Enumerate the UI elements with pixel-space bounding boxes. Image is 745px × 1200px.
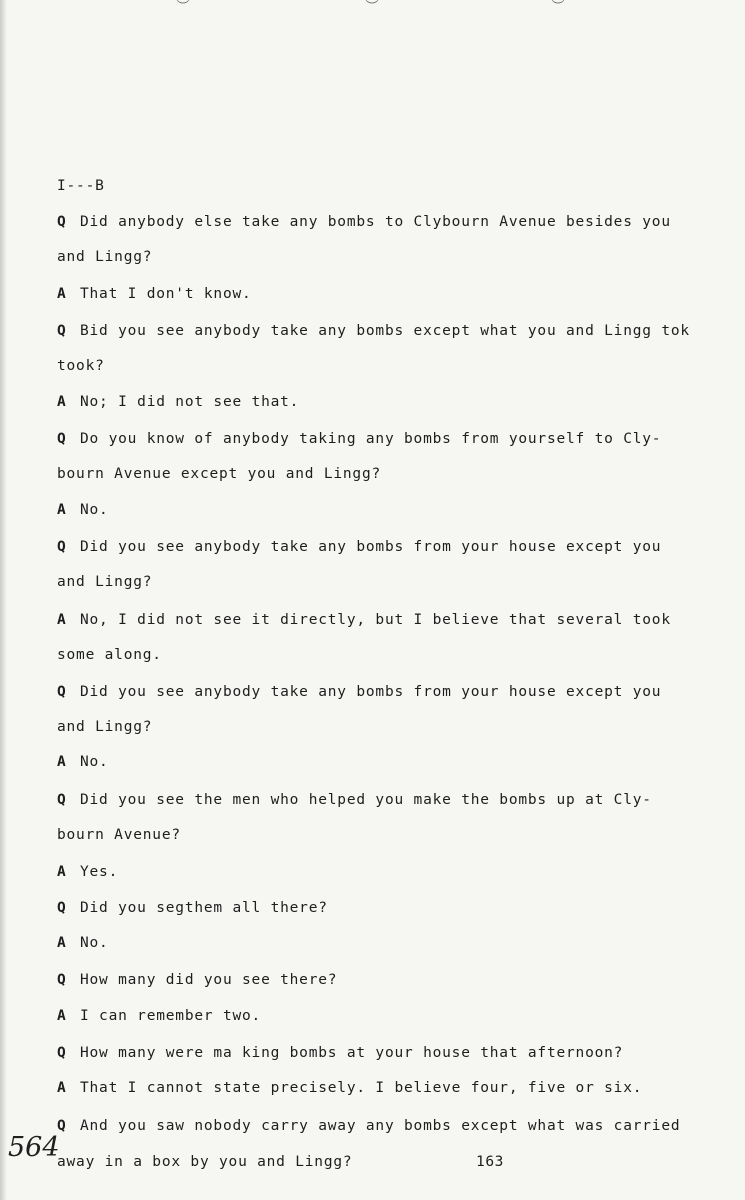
transcript-line [57,357,105,375]
transcript-line [57,1007,261,1025]
transcript-line [57,213,671,231]
answer-marker: A [57,754,67,770]
transcript-line [57,1079,642,1097]
question-marker: Q [57,1045,67,1061]
transcript-line [57,718,152,736]
answer-marker: A [57,935,67,951]
answer-text: No. [80,754,109,770]
continued-text: and Lingg? [57,249,153,265]
question-marker: Q [57,972,67,988]
transcript-line [57,430,661,448]
question-text: How many did you see there? [80,972,338,988]
question-marker: Q [57,792,67,808]
question-text: Do you know of anybody taking any bombs from yourself to Cly- [80,431,662,447]
answer-marker: A [57,394,67,410]
continued-text: bourn Avenue except you and Lingg? [57,466,382,482]
transcript-line [57,322,690,340]
question-marker: Q [57,431,67,447]
transcript-line [57,934,109,952]
transcript-line [57,1153,352,1171]
transcript-line [57,863,118,881]
page-edge-shadow [0,0,7,1200]
question-text: And you saw nobody carry away any bombs except what was carried [80,1118,681,1134]
top-scan-mark: ︶ [551,0,565,15]
transcript-line [57,393,299,411]
answer-marker: A [57,1080,67,1096]
section-heading: I---B [57,178,105,194]
page-number: 163 [476,1154,504,1170]
answer-marker: A [57,864,67,880]
answer-text: I can remember two. [80,1008,262,1024]
answer-marker: A [57,1008,67,1024]
transcript-line [57,1044,623,1062]
continued-text: and Lingg? [57,719,153,735]
answer-text: No; I did not see that. [80,394,300,410]
transcript-line [57,248,152,266]
transcript-line [57,1117,680,1135]
answer-text: That I don't know. [80,286,252,302]
question-text: Did you segthem all there? [80,900,328,916]
transcript-line [57,611,671,629]
question-marker: Q [57,900,67,916]
question-text: Did you see anybody take any bombs from your house except you [80,684,662,700]
transcript-line [57,501,109,519]
top-scan-mark: ︶ [176,0,190,15]
transcript-line [57,753,109,771]
top-scan-mark: ︶ [365,0,379,15]
question-text: Did anybody else take any bombs to Clybourn Avenue besides you [80,214,671,230]
continued-text: some along. [57,647,162,663]
question-marker: Q [57,1118,67,1134]
answer-text: No. [80,935,109,951]
transcript-line [57,826,181,844]
answer-marker: A [57,502,67,518]
transcript-line [57,465,381,483]
answer-marker: A [57,612,67,628]
question-text: Did you see the men who helped you make the bombs up at Cly- [80,792,652,808]
question-marker: Q [57,684,67,700]
question-marker: Q [57,214,67,230]
transcript-line [57,646,162,664]
question-text: Did you see anybody take any bombs from your house except you [80,539,662,555]
question-marker: Q [57,323,67,339]
transcript-line [57,791,652,809]
answer-text: That I cannot state precisely. I believe four, five or six. [80,1080,643,1096]
continued-text: and Lingg? [57,574,153,590]
transcript-line [57,538,661,556]
answer-text: No, I did not see it directly, but I believe that several took [80,612,671,628]
transcript-line [57,285,252,303]
question-text: How many were ma king bombs at your house that afternoon? [80,1045,624,1061]
question-text: Bid you see anybody take any bombs except what you and Lingg tok [80,323,690,339]
continued-text: away in a box by you and Lingg? [57,1154,353,1170]
answer-text: No. [80,502,109,518]
transcript-line [57,573,152,591]
transcript-line [57,683,661,701]
continued-text: took? [57,358,105,374]
transcript-line [57,899,328,917]
continued-text: bourn Avenue? [57,827,181,843]
answer-text: Yes. [80,864,119,880]
transcript-line [57,971,337,989]
answer-marker: A [57,286,67,302]
question-marker: Q [57,539,67,555]
handwritten-page-number: 564 [8,1132,60,1163]
